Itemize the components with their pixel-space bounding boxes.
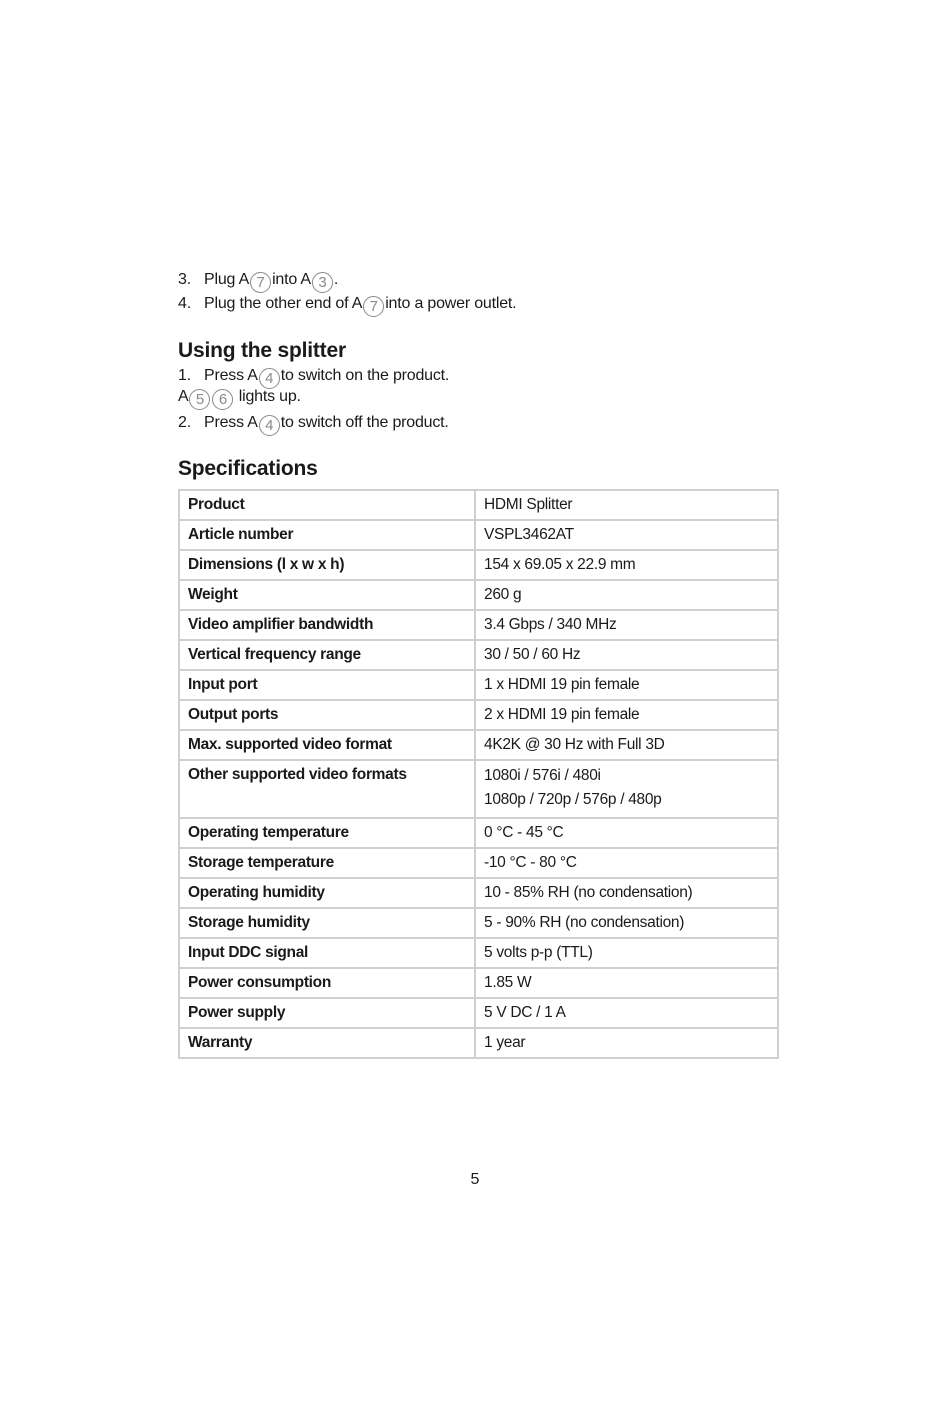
spec-value-cell [475,848,778,878]
spec-value: 1 year [484,1034,526,1051]
spec-value: -10 °C - 80 °C [484,854,577,871]
spec-label: Power supply [179,998,475,1028]
step-text: Press A [204,367,258,384]
spec-value: 1080i / 576i / 480i [484,767,601,784]
spec-label: Operating temperature [179,818,475,848]
spec-label: Vertical frequency range [179,640,475,670]
spec-value: HDMI Splitter [484,496,573,513]
spec-value: 5 V DC / 1 A [484,1004,566,1021]
table-row [179,520,778,550]
table-row [179,490,778,520]
spec-value: 154 x 69.05 x 22.9 mm [484,556,636,573]
spec-label: Storage humidity [179,908,475,938]
spec-label: Operating humidity [179,878,475,908]
spec-value: 2 x HDMI 19 pin female [484,706,640,723]
table-row [179,550,778,580]
spec-value-cell [475,700,778,730]
step-text: Press A [204,414,258,431]
spec-label: Warranty [179,1028,475,1058]
spec-label: Video amplifier bandwidth [179,610,475,640]
table-row [179,730,778,760]
table-row [179,640,778,670]
table-row [179,670,778,700]
spec-label: Power consumption [179,968,475,998]
step-number: 3. [178,271,191,288]
section-heading-specifications: Specifications [178,457,318,480]
using-step-2 [178,413,449,436]
table-row [179,760,778,818]
spec-value-cell [475,520,778,550]
spec-label: Dimensions (l x w x h) [179,550,475,580]
spec-value-cell [475,908,778,938]
section-heading-using: Using the splitter [178,339,346,362]
page-number: 5 [470,1171,480,1188]
step-text: to switch on the product. [280,367,450,384]
spec-value: 5 - 90% RH (no condensation) [484,914,685,931]
spec-value-cell [475,490,778,520]
specifications-table [178,489,779,1059]
spec-label: Output ports [179,700,475,730]
step-text: into A [272,271,311,288]
step-text: to switch off the product. [280,414,449,431]
spec-value: 1.85 W [484,974,532,991]
spec-value: 5 volts p-p (TTL) [484,944,593,961]
table-row [179,580,778,610]
install-step-3 [178,270,338,293]
step-text: Plug the other end of A [204,295,363,312]
spec-label: Product [179,490,475,520]
step-text: lights up. [238,388,301,405]
spec-value-cell [475,938,778,968]
spec-label: Storage temperature [179,848,475,878]
table-row [179,908,778,938]
spec-value: 1 x HDMI 19 pin female [484,676,640,693]
step-number: 2. [178,414,191,431]
spec-value-cell [475,670,778,700]
part-reference-6: 6 [212,389,233,410]
spec-value: VSPL3462AT [484,526,574,543]
indicator-note [178,387,301,410]
spec-label: Article number [179,520,475,550]
spec-value-cell [475,878,778,908]
spec-value: 4K2K @ 30 Hz with Full 3D [484,736,665,753]
step-text: A [178,388,189,405]
table-row [179,700,778,730]
spec-value: 30 / 50 / 60 Hz [484,646,581,663]
step-number: 1. [178,367,191,384]
spec-value: 10 - 85% RH (no condensation) [484,884,693,901]
part-reference-4: 4 [259,368,280,389]
part-reference-5: 5 [189,389,210,410]
spec-label: Max. supported video format [179,730,475,760]
spec-value-cell [475,550,778,580]
table-row [179,1028,778,1058]
using-step-1 [178,366,449,389]
table-row [179,968,778,998]
spec-value-cell [475,640,778,670]
table-row [179,998,778,1028]
spec-value: 1080p / 720p / 576p / 480p [484,791,662,808]
spec-label: Input DDC signal [179,938,475,968]
table-row [179,878,778,908]
step-text: into a power outlet. [385,295,517,312]
part-reference-4: 4 [259,415,280,436]
step-number: 4. [178,295,191,312]
spec-value: 260 g [484,586,522,603]
spec-label: Other supported video formats [179,760,475,818]
table-row [179,938,778,968]
table-row [179,610,778,640]
spec-value-cell [475,968,778,998]
spec-value-cell [475,1028,778,1058]
spec-label: Weight [179,580,475,610]
spec-value-cell [475,998,778,1028]
spec-value-cell [475,818,778,848]
spec-value-cell [475,760,778,818]
table-row [179,818,778,848]
install-step-4 [178,294,516,317]
spec-value-cell [475,610,778,640]
spec-label: Input port [179,670,475,700]
part-reference-3: 3 [312,272,333,293]
spec-value-cell [475,730,778,760]
spec-value-cell [475,580,778,610]
step-text: . [333,271,339,288]
step-text: Plug A [204,271,250,288]
part-reference-7: 7 [363,296,384,317]
spec-value: 3.4 Gbps / 340 MHz [484,616,617,633]
spec-value: 0 °C - 45 °C [484,824,564,841]
part-reference-7: 7 [250,272,271,293]
table-row [179,848,778,878]
